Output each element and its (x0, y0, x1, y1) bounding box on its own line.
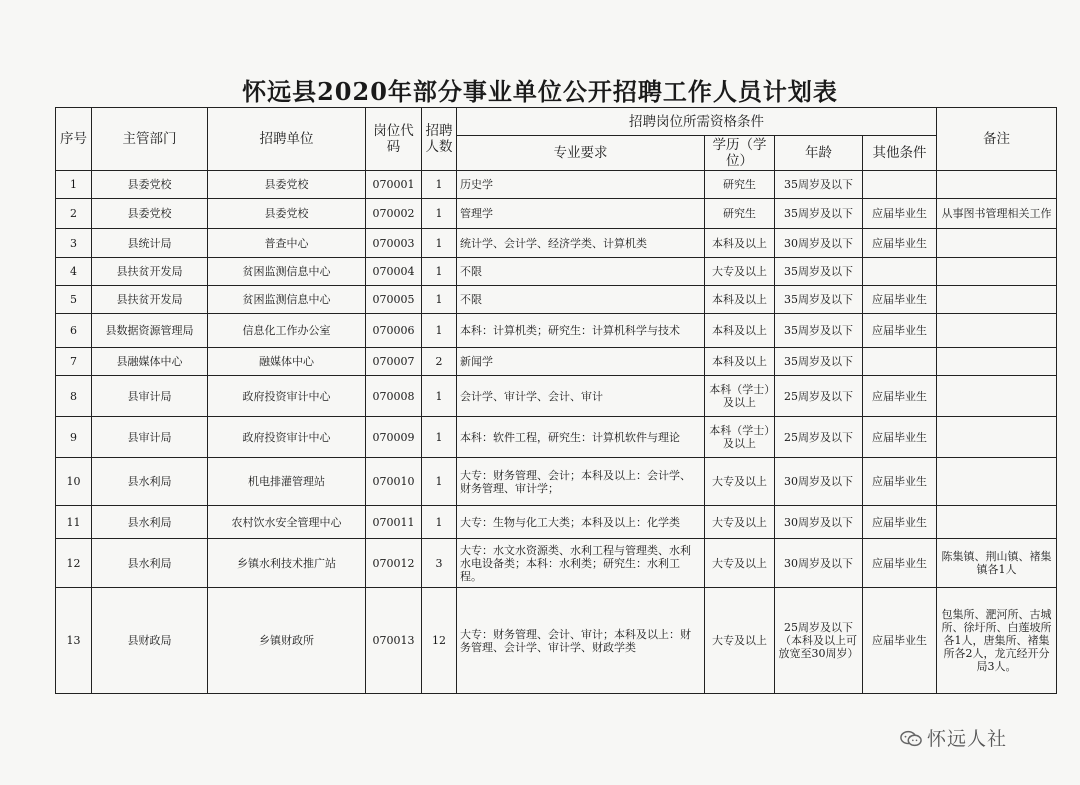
cell-age: 30周岁及以下 (775, 539, 863, 588)
cell-note (937, 286, 1057, 314)
cell-unit: 县委党校 (208, 199, 366, 229)
cell-edu: 大专及以上 (705, 588, 775, 694)
cell-edu: 本科及以上 (705, 314, 775, 348)
cell-major: 不限 (457, 258, 705, 286)
cell-age: 30周岁及以下 (775, 506, 863, 539)
cell-edu: 大专及以上 (705, 539, 775, 588)
cell-num: 1 (422, 314, 457, 348)
cell-code: 070007 (366, 348, 422, 376)
cell-seq: 1 (56, 171, 92, 199)
cell-note (937, 458, 1057, 506)
cell-num: 1 (422, 229, 457, 258)
cell-edu: 本科及以上 (705, 348, 775, 376)
cell-code: 070008 (366, 376, 422, 417)
cell-other: 应届毕业生 (863, 506, 937, 539)
cell-major: 大专：水文水资源类、水利工程与管理类、水利水电设备类；本科：水利类；研究生：水利工程。 (457, 539, 705, 588)
cell-note (937, 417, 1057, 458)
cell-major: 管理学 (457, 199, 705, 229)
cell-other: 应届毕业生 (863, 376, 937, 417)
cell-dept: 县委党校 (92, 171, 208, 199)
table-row (56, 199, 1057, 229)
cell-note (937, 229, 1057, 258)
cell-num: 1 (422, 376, 457, 417)
header-seq: 序号 (56, 108, 92, 171)
cell-note: 包集所、淝河所、古城所、徐圩所、白莲坡所各1人，唐集所、褚集所各2人，龙亢经开分局3人。 (937, 588, 1057, 694)
cell-unit: 政府投资审计中心 (208, 417, 366, 458)
table-row (56, 539, 1057, 588)
cell-other: 应届毕业生 (863, 286, 937, 314)
cell-num: 1 (422, 458, 457, 506)
cell-code: 070005 (366, 286, 422, 314)
cell-dept: 县数据资源管理局 (92, 314, 208, 348)
cell-unit: 贫困监测信息中心 (208, 258, 366, 286)
cell-other: 应届毕业生 (863, 314, 937, 348)
cell-age: 30周岁及以下 (775, 229, 863, 258)
cell-other: 应届毕业生 (863, 539, 937, 588)
header-unit: 招聘单位 (208, 108, 366, 171)
cell-major: 大专：财务管理、会计、审计；本科及以上：财务管理、会计学、审计学、财政学类 (457, 588, 705, 694)
cell-unit: 普查中心 (208, 229, 366, 258)
cell-other (863, 171, 937, 199)
cell-dept: 县统计局 (92, 229, 208, 258)
cell-unit: 信息化工作办公室 (208, 314, 366, 348)
cell-age: 25周岁及以下 (775, 417, 863, 458)
cell-major: 统计学、会计学、经济学类、计算机类 (457, 229, 705, 258)
cell-num: 3 (422, 539, 457, 588)
cell-edu: 本科（学士）及以上 (705, 376, 775, 417)
cell-seq: 7 (56, 348, 92, 376)
cell-age: 35周岁及以下 (775, 348, 863, 376)
cell-age: 25周岁及以下 (775, 376, 863, 417)
cell-other (863, 348, 937, 376)
cell-unit: 县委党校 (208, 171, 366, 199)
cell-note (937, 314, 1057, 348)
cell-unit: 机电排灌管理站 (208, 458, 366, 506)
cell-major: 历史学 (457, 171, 705, 199)
cell-num: 1 (422, 506, 457, 539)
watermark (900, 724, 1007, 751)
cell-age: 35周岁及以下 (775, 171, 863, 199)
cell-num: 1 (422, 171, 457, 199)
cell-code: 070009 (366, 417, 422, 458)
cell-major: 本科：计算机类；研究生：计算机科学与技术 (457, 314, 705, 348)
cell-dept: 县审计局 (92, 376, 208, 417)
table-row (56, 458, 1057, 506)
table-row (56, 286, 1057, 314)
cell-dept: 县扶贫开发局 (92, 286, 208, 314)
cell-code: 070012 (366, 539, 422, 588)
cell-dept: 县审计局 (92, 417, 208, 458)
cell-seq: 6 (56, 314, 92, 348)
cell-code: 070013 (366, 588, 422, 694)
table-row (56, 229, 1057, 258)
cell-age: 30周岁及以下 (775, 458, 863, 506)
cell-seq: 13 (56, 588, 92, 694)
cell-unit: 乡镇水利技术推广站 (208, 539, 366, 588)
cell-age: 35周岁及以下 (775, 314, 863, 348)
cell-note (937, 348, 1057, 376)
cell-note: 陈集镇、荆山镇、褚集镇各1人 (937, 539, 1057, 588)
document-title: 怀远县2020年部分事业单位公开招聘工作人员计划表 (242, 77, 838, 106)
table-row (56, 376, 1057, 417)
table-row (56, 588, 1057, 694)
table-row (56, 314, 1057, 348)
cell-note: 从事图书管理相关工作 (937, 199, 1057, 229)
header-note: 备注 (937, 108, 1057, 171)
cell-code: 070004 (366, 258, 422, 286)
wechat-icon (900, 730, 922, 747)
cell-other: 应届毕业生 (863, 229, 937, 258)
cell-seq: 4 (56, 258, 92, 286)
cell-age: 35周岁及以下 (775, 199, 863, 229)
cell-edu: 大专及以上 (705, 258, 775, 286)
cell-age: 35周岁及以下 (775, 258, 863, 286)
cell-other: 应届毕业生 (863, 199, 937, 229)
cell-unit: 贫困监测信息中心 (208, 286, 366, 314)
cell-unit: 农村饮水安全管理中心 (208, 506, 366, 539)
cell-major: 大专：财务管理、会计；本科及以上：会计学、财务管理、审计学； (457, 458, 705, 506)
table-body (56, 171, 1057, 694)
cell-other (863, 258, 937, 286)
cell-code: 070001 (366, 171, 422, 199)
cell-unit: 融媒体中心 (208, 348, 366, 376)
cell-age: 35周岁及以下 (775, 286, 863, 314)
cell-unit: 政府投资审计中心 (208, 376, 366, 417)
table-row (56, 171, 1057, 199)
cell-num: 2 (422, 348, 457, 376)
cell-dept: 县水利局 (92, 458, 208, 506)
cell-other: 应届毕业生 (863, 417, 937, 458)
table-row (56, 348, 1057, 376)
cell-num: 1 (422, 258, 457, 286)
cell-code: 070010 (366, 458, 422, 506)
cell-code: 070003 (366, 229, 422, 258)
cell-seq: 11 (56, 506, 92, 539)
header-dept: 主管部门 (92, 108, 208, 171)
cell-edu: 本科及以上 (705, 286, 775, 314)
cell-seq: 10 (56, 458, 92, 506)
cell-note (937, 376, 1057, 417)
header-age: 年龄 (775, 136, 863, 171)
cell-note (937, 171, 1057, 199)
cell-edu: 研究生 (705, 199, 775, 229)
cell-num: 12 (422, 588, 457, 694)
cell-num: 1 (422, 199, 457, 229)
header-major: 专业要求 (457, 136, 705, 171)
header-edu: 学历（学位） (705, 136, 775, 171)
cell-note (937, 258, 1057, 286)
table-row (56, 506, 1057, 539)
cell-age: 25周岁及以下（本科及以上可放宽至30周岁） (775, 588, 863, 694)
cell-dept: 县水利局 (92, 506, 208, 539)
cell-edu: 本科及以上 (705, 229, 775, 258)
cell-code: 070011 (366, 506, 422, 539)
header-num: 招聘人数 (422, 108, 457, 171)
table-row (56, 258, 1057, 286)
header-code: 岗位代码 (366, 108, 422, 171)
cell-major: 本科：软件工程，研究生：计算机软件与理论 (457, 417, 705, 458)
header-other: 其他条件 (863, 136, 937, 171)
cell-other: 应届毕业生 (863, 458, 937, 506)
cell-seq: 3 (56, 229, 92, 258)
cell-seq: 5 (56, 286, 92, 314)
watermark-text: 怀远人社 (927, 728, 1008, 750)
cell-unit: 乡镇财政所 (208, 588, 366, 694)
table-row (56, 417, 1057, 458)
cell-edu: 研究生 (705, 171, 775, 199)
cell-edu: 大专及以上 (705, 458, 775, 506)
recruitment-table (55, 107, 1057, 694)
cell-dept: 县扶贫开发局 (92, 258, 208, 286)
cell-seq: 8 (56, 376, 92, 417)
cell-other: 应届毕业生 (863, 588, 937, 694)
cell-major: 新闻学 (457, 348, 705, 376)
cell-code: 070002 (366, 199, 422, 229)
cell-seq: 9 (56, 417, 92, 458)
cell-seq: 12 (56, 539, 92, 588)
cell-edu: 大专及以上 (705, 506, 775, 539)
cell-note (937, 506, 1057, 539)
cell-seq: 2 (56, 199, 92, 229)
cell-code: 070006 (366, 314, 422, 348)
cell-edu: 本科（学士）及以上 (705, 417, 775, 458)
header-conditions: 招聘岗位所需资格条件 (457, 108, 937, 136)
cell-dept: 县水利局 (92, 539, 208, 588)
cell-dept: 县财政局 (92, 588, 208, 694)
cell-num: 1 (422, 286, 457, 314)
cell-major: 会计学、审计学、会计、审计 (457, 376, 705, 417)
cell-dept: 县委党校 (92, 199, 208, 229)
cell-major: 大专：生物与化工大类；本科及以上：化学类 (457, 506, 705, 539)
cell-dept: 县融媒体中心 (92, 348, 208, 376)
cell-major: 不限 (457, 286, 705, 314)
cell-num: 1 (422, 417, 457, 458)
